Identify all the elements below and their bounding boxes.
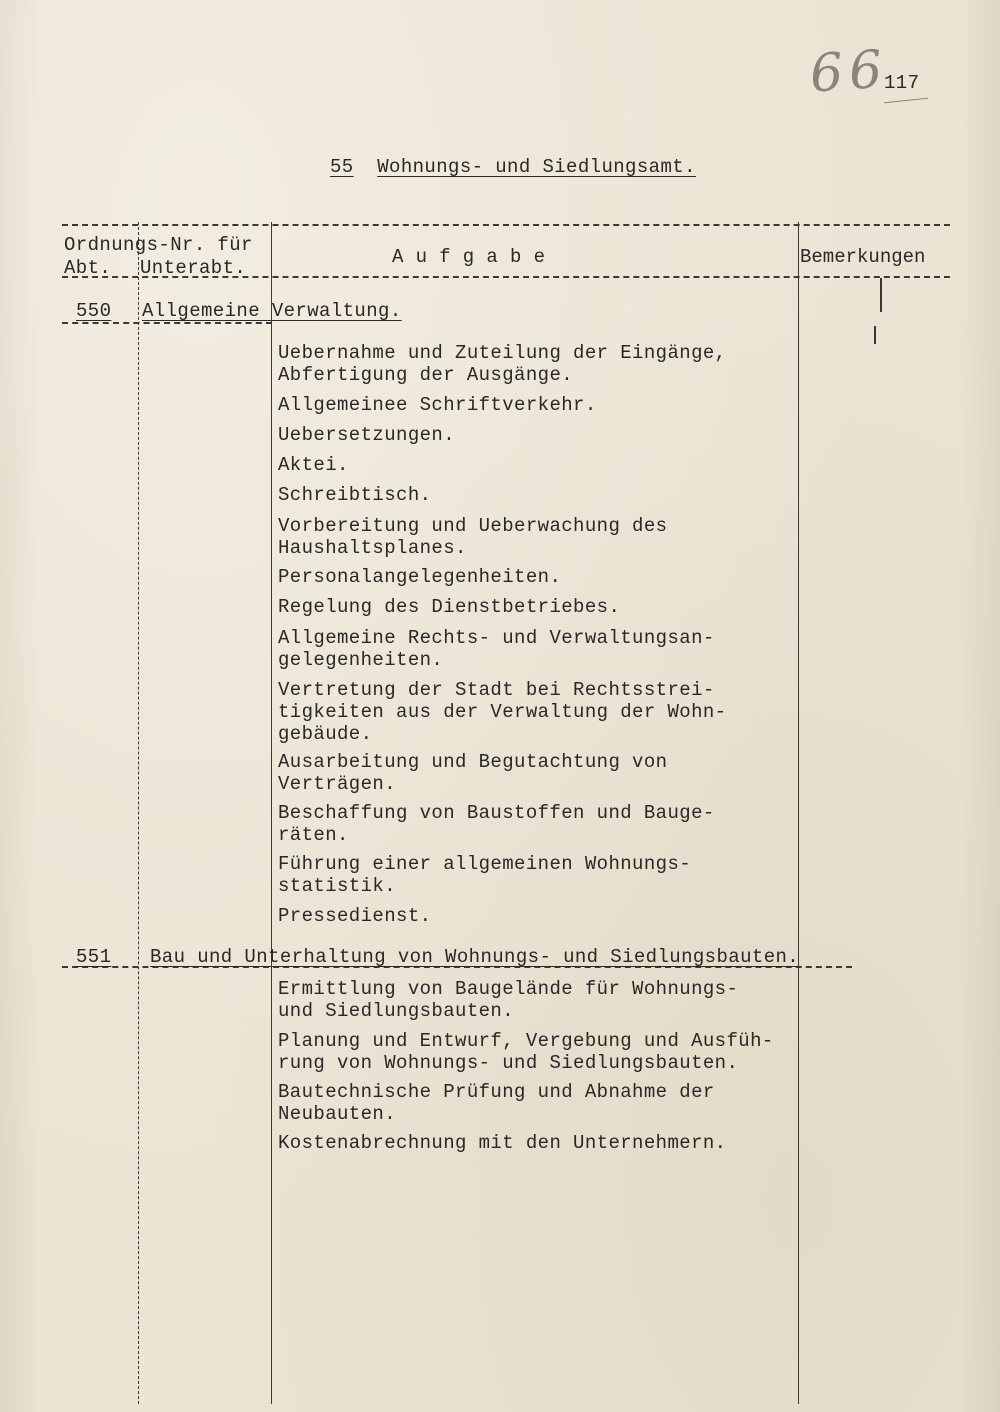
- task-551-1: Ermittlung von Baugelände für Wohnungs- und Siedlungsbauten.: [278, 978, 739, 1022]
- section-550-rule: [62, 322, 272, 324]
- task-550-2: Allgemeinee Schriftverkehr.: [278, 394, 597, 416]
- section-551-number: 551: [76, 946, 112, 968]
- task-550-6: Vorbereitung und Ueberwachung des Haushaltsplanes.: [278, 515, 668, 559]
- handwritten-stroke: [884, 98, 928, 104]
- section-551-heading: Bau und Unterhaltung von Wohnungs- und Siedlungsbauten.: [150, 946, 800, 968]
- section-550-heading: Allgemeine Verwaltung.: [142, 300, 402, 322]
- task-550-10: Vertretung der Stadt bei Rechtsstrei- tigkeiten aus der Verwaltung der Wohn- gebäude.: [278, 679, 727, 745]
- header-abt: Abt.: [64, 257, 112, 279]
- task-550-7: Personalangelegenheiten.: [278, 566, 562, 588]
- task-550-9: Allgemeine Rechts- und Verwaltungsan- gelegenheiten.: [278, 627, 715, 671]
- col-divider-aufgabe: [271, 222, 272, 1404]
- task-550-11: Ausarbeitung und Begutachtung von Verträgen.: [278, 751, 668, 795]
- title-text: Wohnungs- und Siedlungsamt.: [377, 156, 696, 178]
- handwritten-page-number: 66: [808, 39, 891, 105]
- task-550-4: Aktei.: [278, 454, 349, 476]
- task-550-5: Schreibtisch.: [278, 484, 432, 506]
- table-top-rule: [62, 224, 950, 226]
- task-550-12: Beschaffung von Baustoffen und Bauge- räten.: [278, 802, 715, 846]
- margin-mark: [880, 278, 882, 312]
- header-unterabt: Unterabt.: [140, 257, 247, 279]
- header-bemerkungen: Bemerkungen: [800, 246, 926, 268]
- task-550-13: Führung einer allgemeinen Wohnungs- statistik.: [278, 853, 692, 897]
- task-551-3: Bautechnische Prüfung und Abnahme der Neubauten.: [278, 1081, 715, 1125]
- section-550-number: 550: [76, 300, 112, 322]
- title-number: 55: [330, 156, 354, 178]
- header-aufgabe: A u f g a b e: [392, 246, 546, 268]
- page-number: 117: [884, 72, 920, 94]
- margin-mark: [874, 326, 876, 344]
- task-550-1: Uebernahme und Zuteilung der Eingänge, Abfertigung der Ausgänge.: [278, 342, 727, 386]
- task-550-8: Regelung des Dienstbetriebes.: [278, 596, 621, 618]
- task-551-2: Planung und Entwurf, Vergebung und Ausfüh- rung von Wohnungs- und Siedlungsbauten.: [278, 1030, 774, 1074]
- col-divider-unterabt: [138, 222, 139, 1404]
- task-550-14: Pressedienst.: [278, 905, 432, 927]
- page-title: [330, 156, 696, 178]
- task-550-3: Uebersetzungen.: [278, 424, 456, 446]
- task-551-4: Kostenabrechnung mit den Unternehmern.: [278, 1132, 727, 1154]
- col-divider-bemerkungen: [798, 222, 799, 1404]
- header-ordnungsnr: Ordnungs-Nr. für: [64, 234, 253, 256]
